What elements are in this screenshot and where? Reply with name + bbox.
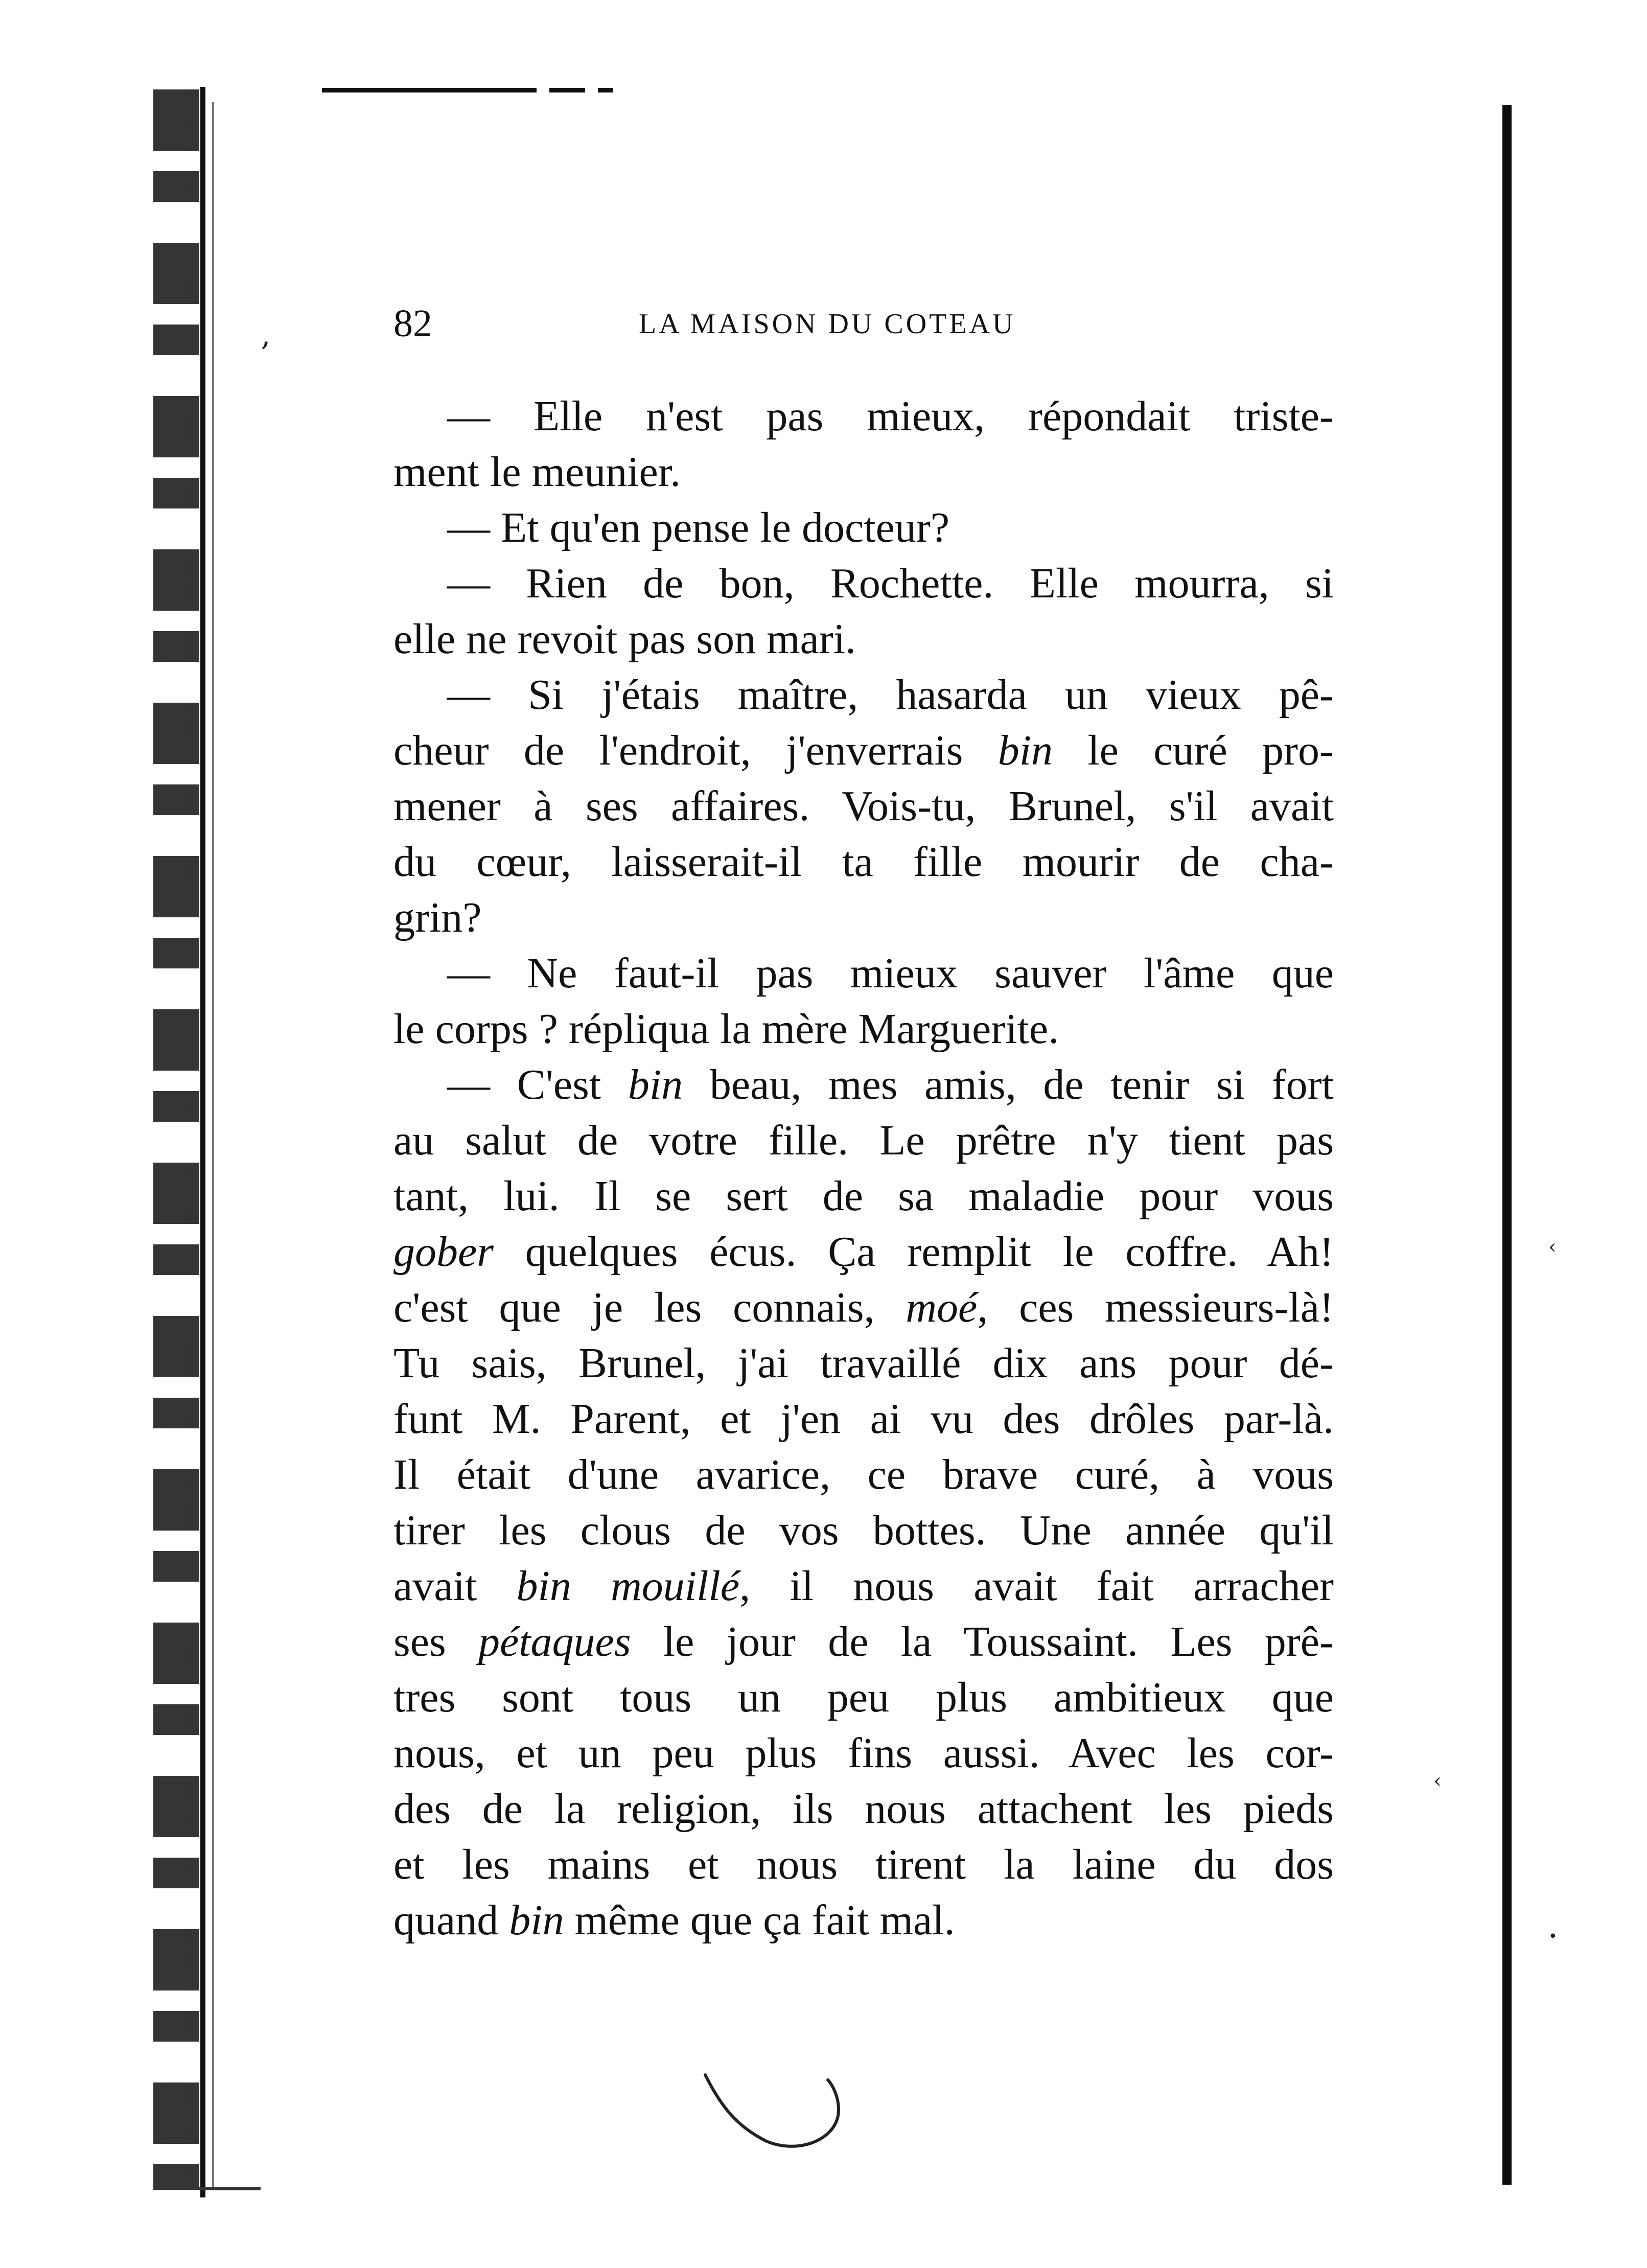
scan-speck: ‹ [1433, 1769, 1442, 1793]
text-line: — Si j'étais maître, hasarda un vieux pê- [447, 671, 1334, 719]
scan-speck: ‚ [261, 317, 271, 353]
text-run: quelques écus. Ça remplit le coffre. Ah! [493, 1228, 1334, 1276]
italic-text: bin [998, 727, 1053, 774]
page-header [393, 302, 1109, 353]
text-run: quand [393, 1896, 509, 1944]
scan-top-dash [322, 88, 537, 92]
italic-text: bin [509, 1896, 564, 1944]
pen-scribble-mark [700, 2065, 853, 2167]
text-line: du cœur, laisserait-il ta fille mourir de cha- [393, 838, 1334, 886]
text-line: — Rien de bon, Rochette. Elle mourra, si [447, 560, 1334, 607]
text-run: ses [393, 1618, 478, 1665]
text-line [393, 1224, 1334, 1280]
text-line: — Elle n'est pas mieux, répondait triste- [447, 392, 1334, 440]
text-line [393, 1057, 1334, 1113]
scan-top-dash [598, 88, 613, 92]
scan-top-dash [549, 88, 585, 92]
scan-gutter-artifact [153, 89, 199, 2190]
scan-left-rule [200, 87, 205, 2197]
scan-bottom-rule [199, 2187, 261, 2190]
text-run: , il nous avait fait arracher [739, 1562, 1334, 1610]
text-line: nous, et un peu plus fins aussi. Avec les cor- [393, 1729, 1334, 1777]
page-number: 82 [393, 302, 432, 345]
text-line: tirer les clous de vos bottes. Une année qu'il [393, 1507, 1334, 1554]
text-run: , ces messieurs-là! [977, 1284, 1334, 1331]
text-line: tant, lui. Il se sert de sa maladie pour vous [393, 1172, 1334, 1220]
text-line: mener à ses affaires. Vois-tu, Brunel, s'il avait [393, 782, 1334, 830]
italic-text: pétaques [478, 1618, 631, 1665]
text-run: même que ça fait mal. [564, 1896, 955, 1944]
text-line: des de la religion, ils nous attachent les pieds [393, 1785, 1334, 1833]
text-line: grin? [393, 894, 482, 941]
text-line: au salut de votre fille. Le prêtre n'y tient pas [393, 1117, 1334, 1164]
text-line: et les mains et nous tirent la laine du dos [393, 1841, 1334, 1888]
scan-speck: • [1548, 1928, 1558, 1946]
text-line: — Et qu'en pense le docteur? [447, 504, 950, 551]
text-line: — Ne faut-il pas mieux sauver l'âme que [447, 950, 1334, 997]
body-text [393, 388, 1334, 1948]
text-run: cheur de l'endroit, j'enverrais [393, 727, 998, 774]
text-line [393, 723, 1334, 778]
running-title: LA MAISON DU COTEAU [639, 308, 1016, 340]
text-line: Tu sais, Brunel, j'ai travaillé dix ans pour dé- [393, 1339, 1334, 1387]
italic-text: gober [393, 1228, 494, 1276]
text-run: beau, mes amis, de tenir si fort [683, 1061, 1334, 1108]
italic-text: moé [906, 1284, 978, 1331]
text-line: tres sont tous un peu plus ambitieux que [393, 1674, 1334, 1721]
scan-right-rule [1502, 105, 1512, 2185]
text-line [393, 1280, 1334, 1335]
text-line: ment le meunier. [393, 448, 681, 496]
text-run: le curé pro- [1053, 727, 1334, 774]
text-line [393, 1614, 1334, 1670]
text-run: — C'est [447, 1061, 628, 1108]
text-line: le corps ? répliqua la mère Marguerite. [393, 1005, 1059, 1053]
scan-left-rule-thin [212, 102, 214, 2187]
text-line [393, 1558, 1334, 1614]
text-line: elle ne revoit pas son mari. [393, 615, 856, 663]
text-line: funt M. Parent, et j'en ai vu des drôles par-là. [393, 1395, 1334, 1443]
italic-text: bin mouillé [516, 1562, 740, 1610]
text-run: c'est que je les connais, [393, 1284, 906, 1331]
text-run: le jour de la Toussaint. Les prê- [631, 1618, 1334, 1665]
text-line: Il était d'une avarice, ce brave curé, à vous [393, 1451, 1334, 1498]
scan-speck: ‹ [1548, 1235, 1557, 1259]
italic-text: bin [628, 1061, 683, 1108]
text-run: avait [393, 1562, 517, 1610]
text-line [393, 1892, 1334, 1948]
